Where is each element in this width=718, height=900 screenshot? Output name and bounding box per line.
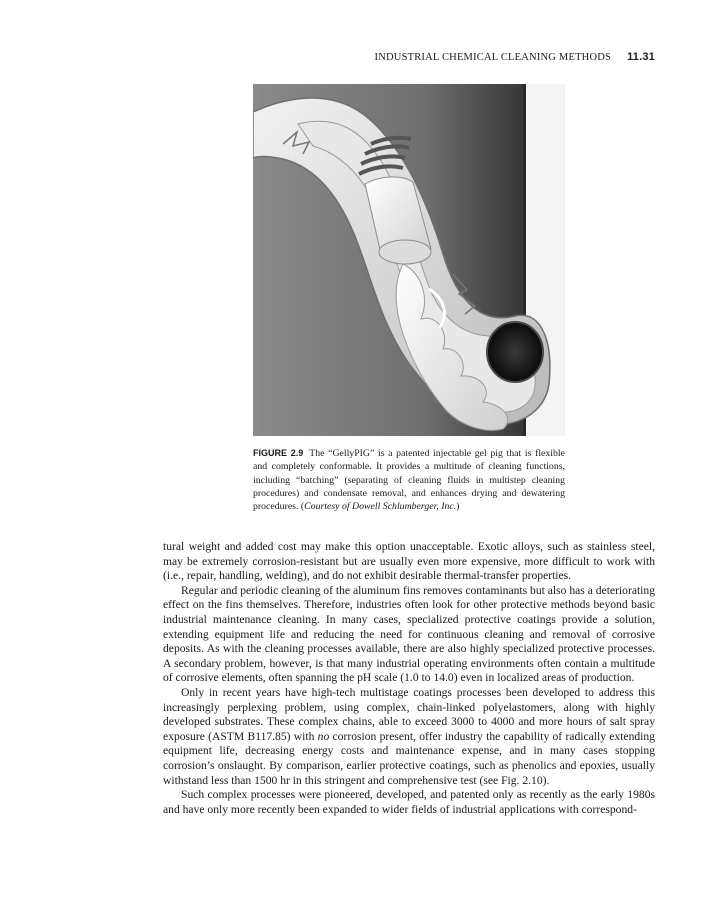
caption-credit-close: ) (456, 501, 460, 513)
paragraph-2: Regular and periodic cleaning of the aluminum fins removes contaminants but also has a deteriorating effect on the fins themselves. Therefore, industries often look for other protective methods beyond basic industrial maintenance cleaning. In many cases, specialized protective coatings provide a solution, extending equipment life and reducing the need for continuous cleaning and removal of corrosive deposits. As with the cleaning processes available, there are also highly specialized protective processes. A secondary problem, however, is that many industrial operating environments often contain a multitude of corrosive elements, often spanning the pH scale (1.0 to 14.0) even in localized areas of production. (163, 583, 655, 685)
figure-gellypig-illustration (253, 84, 565, 436)
figure-caption (253, 447, 565, 513)
paragraph-3 (163, 686, 655, 788)
gel-pig-pipe-illustration (253, 84, 565, 436)
paragraph-3-emphasis: no (317, 729, 330, 743)
caption-text: The “GellyPIG” is a patented injectable gel pig that is flexible and completely conformable. It provides a multitude of cleaning functions, including “batching” (separating of cleaning fluids in multistep cleaning procedures) and condensate removal, and enhances drying and dewatering procedures. (253, 448, 565, 513)
paragraph-4: Such complex processes were pioneered, developed, and patented only as recently as the early 1980s and have only more recently been expanded to wider fields of industrial applications with correspond- (163, 788, 655, 816)
paragraph-3-part-b: corrosion present, offer industry the capability of radically extending equipment life, decreasing energy costs and maintenance expense, and in many cases stopping corrosion’s onslaught. By comparison, earlier protective coatings, such as phenolics and epoxies, usually withstand less than 1500 hr in this stringent and comprehensive test (see Fig. 2.10). (163, 729, 655, 787)
page-number: 11.31 (627, 51, 655, 63)
running-header (0, 51, 655, 63)
caption-credit: Courtesy of Dowell Schlumberger, Inc. (304, 501, 457, 513)
body-text (163, 540, 655, 817)
caption-credit-open: ( (300, 501, 305, 513)
figure-label: FIGURE 2.9 (253, 448, 304, 458)
paragraph-3-part-a: Only in recent years have high-tech multistage coatings processes been developed to address this increasingly perplexing problem, using complex, chain-linked polyelastomers, along with highly developed substrates. These complex chains, able to exceed 3000 to 4000 and more hours of salt spray exposure (ASTM B117.85) with (163, 685, 655, 743)
running-title: INDUSTRIAL CHEMICAL CLEANING METHODS (374, 52, 612, 63)
paragraph-1: tural weight and added cost may make this option unacceptable. Exotic alloys, such as stainless steel, may be extremely corrosion-resistant but are usually even more expensive, more difficult to work with (i.e., repair, handling, welding), and do not exhibit desirable thermal-transfer properties. (163, 540, 655, 583)
